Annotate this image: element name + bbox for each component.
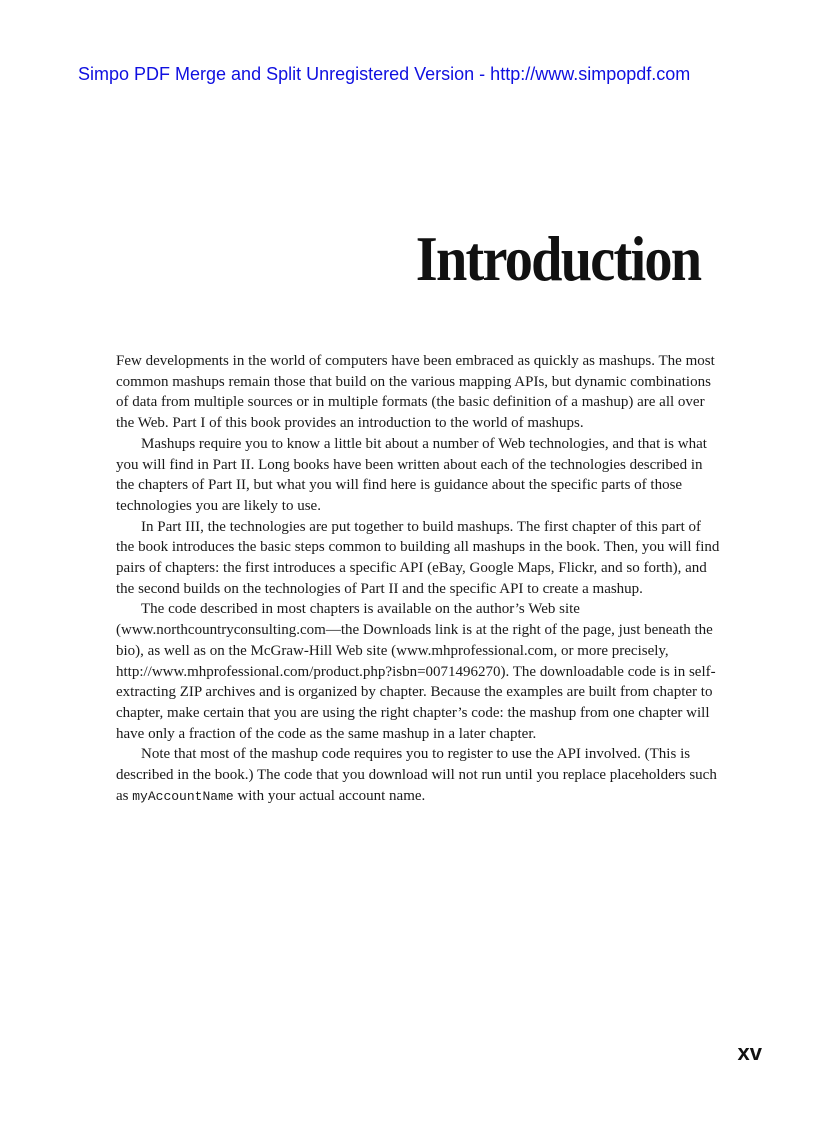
page-number: xv (737, 1040, 762, 1065)
body-text (116, 351, 722, 807)
placeholder-code: myAccountName (132, 788, 234, 804)
paragraph-1: Few developments in the world of computers have been embraced as quickly as mashups. The most common mashups remain those that build on the various mapping APIs, but dynamic combinations of data from multiple sources or in multiple formats (the basic definition of a mashup) are all over the Web. Part I of this book provides an introduction to the world of mashups. (116, 353, 715, 432)
watermark-banner: Simpo PDF Merge and Split Unregistered Version - http://www.simpopdf.com (78, 64, 691, 84)
paragraph-2: Mashups require you to know a little bit about a number of Web technologies, and that is what you will find in Part II. Long books have been written about each of the technologies described in the chapters of Part II, but what you will find here is guidance about the specific parts of those technologies you are likely to use. (116, 435, 707, 514)
chapter-title: Introduction (415, 223, 700, 294)
paragraph-5-end: with your actual account name. (233, 787, 426, 804)
paragraph-5-start: Note that most of the mashup code requires you to register to use the API involved. (This is described in the book.) The code that you download will not run until you replace placeholders such as (116, 746, 717, 804)
paragraph-5 (116, 744, 722, 807)
paragraph-3: In Part III, the technologies are put together to build mashups. The first chapter of this part of the book introduces the basic steps common to building all mashups in the book. Then, you will find pairs of chapters: the first introduces a specific API (eBay, Google Maps, Flickr, and so forth), and the second builds on the technologies of Part II and the specific API to create a mashup. (116, 518, 720, 597)
paragraph-4: The code described in most chapters is available on the author’s Web site (www.northcountryconsulting.com—the Downloads link is at the right of the page, just beneath the bio), as well as on the McGraw-Hill Web site (www.mhprofessional.com, or more precisely, http://www.mhprofessional.com/product.php?isbn=0071496270). The downloadable code is in self-extracting ZIP archives and is organized by chapter. Because the examples are built from chapter to chapter, make certain that you are using the right chapter’s code: the mashup from one chapter will have only a fraction of the code as the same mashup in a later chapter. (116, 601, 716, 742)
